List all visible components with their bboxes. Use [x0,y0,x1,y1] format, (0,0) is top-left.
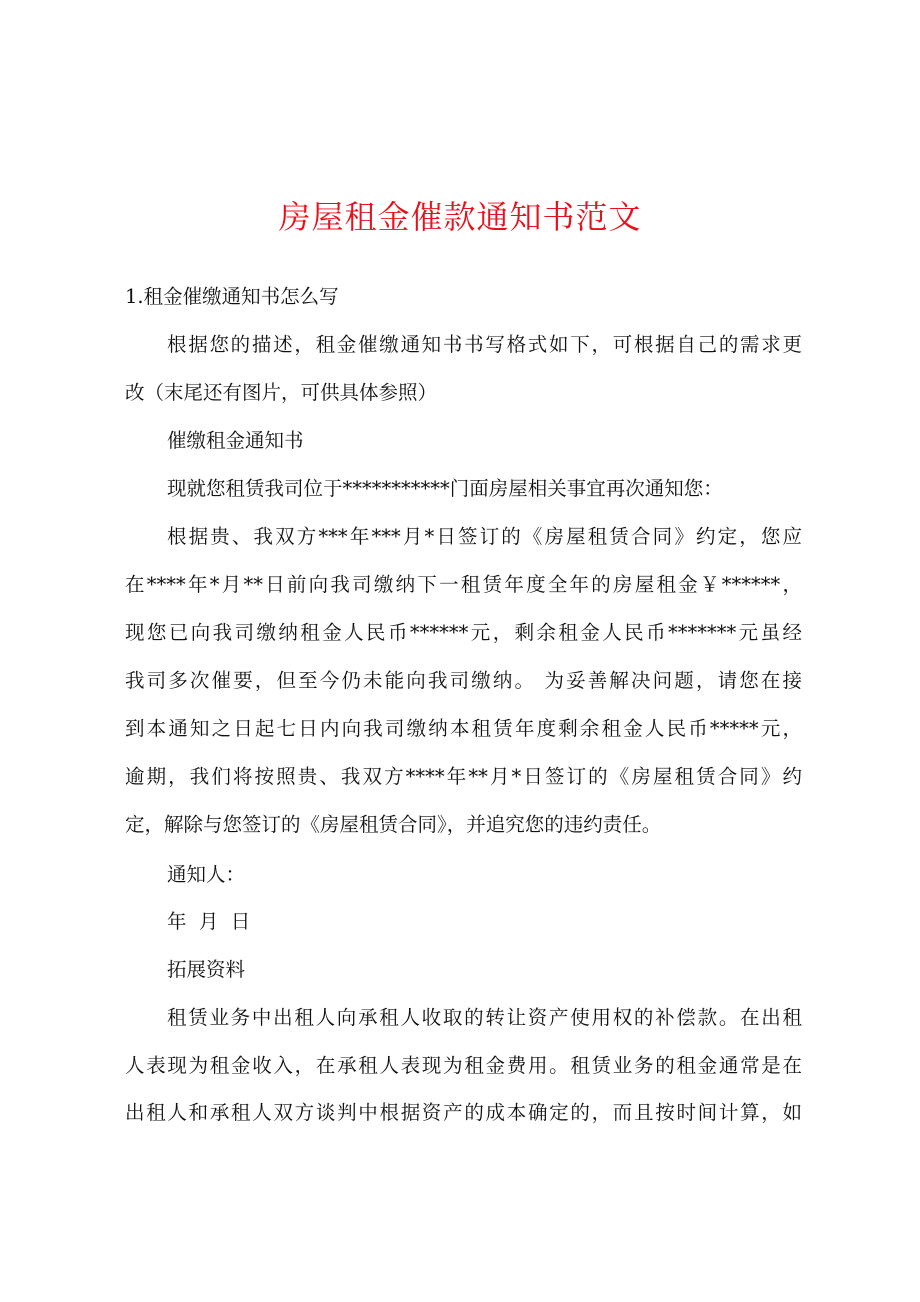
intro-line: 根据您的描述，租金催缴通知书书写格式如下，可根据自己的需求更 [167,333,802,356]
notice-line: 逾期，我们将按照贵、我双方****年**月*日签订的《房屋租赁合同》约 [125,765,802,788]
notice-line: 根据贵、我双方***年***月*日签订的《房屋租赁合同》约定，您应 [167,525,802,548]
extended-heading: 拓展资料 [167,958,246,981]
extended-line: 租赁业务中出租人向承租人收取的转让资产使用权的补偿款。在出租 [167,1006,802,1029]
extended-line: 出租人和承租人双方谈判中根据资产的成本确定的，而且按时间计算，如 [125,1101,802,1124]
notice-line: 现就您租赁我司位于***********门面房屋相关事宜再次通知您： [167,477,723,500]
notice-line: 现您已向我司缴纳租金人民币******元，剩余租金人民币*******元虽经 [125,621,802,644]
notice-line: 定，解除与您签订的《房屋租赁合同》，并追究您的违约责任。 [125,813,662,836]
document-title: 房屋租金催款通知书范文 [278,198,642,236]
notice-line: 到本通知之日起七日内向我司缴纳本租赁年度剩余租金人民币*****元， [125,717,802,740]
section-heading: 1.租金催缴通知书怎么写 [125,285,339,308]
signer-label: 通知人： [167,863,246,886]
notice-line: 在****年*月**日前向我司缴纳下一租赁年度全年的房屋租金￥******， [125,573,802,596]
notice-line: 我司多次催要，但至今仍未能向我司缴纳。 为妥善解决问题，请您在接 [125,669,802,692]
intro-line: 改（末尾还有图片，可供具体参照） [125,381,438,404]
extended-line: 人表现为租金收入，在承租人表现为租金费用。租赁业务的租金通常是在 [125,1054,802,1077]
notice-title: 催缴租金通知书 [167,429,304,452]
date-line: 年 月 日 [167,910,251,933]
